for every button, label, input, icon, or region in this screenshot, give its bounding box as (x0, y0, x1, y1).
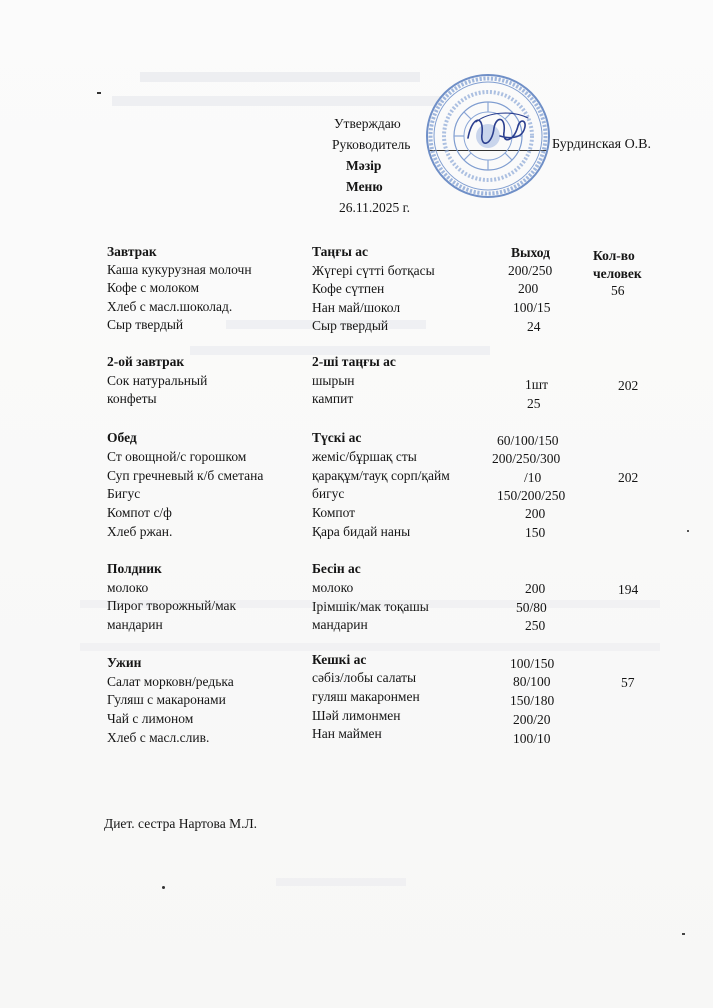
scan-speck (687, 530, 689, 532)
people-count: 194 (618, 582, 639, 597)
dish-kk: Қара бидай наны (312, 524, 411, 539)
approval-label: Утверждаю (334, 116, 401, 131)
dish-ru: Хлеб с масл.слив. (107, 730, 210, 745)
scan-speck (162, 886, 165, 889)
dish-kk: молоко (312, 580, 354, 595)
column-header-output: Выход (511, 245, 550, 260)
section-title-ru: 2-ой завтрак (107, 354, 185, 369)
approver-name: Бурдинская О.В. (552, 137, 652, 152)
dish-output: 200/250/300 (492, 451, 561, 466)
dish-kk: Ірімшік/мак тоқашы (312, 599, 429, 614)
dish-ru: конфеты (107, 391, 157, 406)
dish-ru: Хлеб ржан. (107, 524, 173, 539)
handwritten-signature (462, 108, 536, 156)
dish-kk: Кофе сүтпен (312, 281, 385, 296)
dish-ru: Хлеб с масл.шоколад. (107, 299, 233, 314)
dish-output: /10 (524, 470, 542, 485)
dish-output: 80/100 (513, 674, 551, 689)
dish-kk: Нан май/шокол (312, 300, 401, 315)
dish-output: 50/80 (516, 600, 547, 615)
section-title-ru: Полдник (107, 561, 162, 576)
dish-output: 200 (518, 281, 539, 296)
dish-output: 60/100/150 (497, 433, 559, 448)
dish-ru: Бигус (107, 486, 141, 501)
section-title-kk: Кешкі ас (312, 652, 367, 667)
title-russian: Меню (346, 179, 383, 194)
dish-output: 100/150 (510, 656, 555, 671)
dish-output: 1шт (525, 377, 549, 392)
dish-ru: Каша кукурузная молочн (107, 262, 252, 277)
people-count: 56 (611, 283, 625, 298)
bleed-through-mark (112, 96, 442, 106)
section-title-kk: Бесін ас (312, 561, 361, 576)
dish-output: 200/250 (508, 263, 553, 278)
scan-speck (682, 933, 685, 935)
dish-ru: Пирог творожный/мак (107, 598, 237, 613)
dish-kk: гуляш макаронмен (312, 689, 420, 704)
dish-ru: Сыр твердый (107, 317, 184, 332)
dish-kk: сәбіз/лобы салаты (312, 670, 417, 685)
dish-ru: Ст овощной/с горошком (107, 449, 247, 464)
dish-ru: мандарин (107, 617, 163, 632)
dietitian-signature: Диет. сестра Нартова М.Л. (104, 816, 257, 831)
approval-head-label: Руководитель (332, 137, 411, 152)
section-title-kk: Таңғы ас (312, 244, 368, 259)
dish-ru: Сок натуральный (107, 373, 208, 388)
column-header-count-line2: человек (593, 266, 642, 281)
dish-kk: Жүгері сүтті ботқасы (312, 263, 435, 278)
dish-output: 25 (527, 396, 541, 411)
dish-output: 150/180 (510, 693, 555, 708)
dish-output: 100/15 (513, 300, 551, 315)
scan-speck (97, 92, 101, 94)
dish-kk: мандарин (312, 617, 368, 632)
dish-output: 24 (527, 319, 541, 334)
section-title-ru: Ужин (107, 655, 142, 670)
dish-ru: Чай с лимоном (107, 711, 194, 726)
bleed-through-mark (276, 878, 406, 886)
dish-kk: Сыр твердый (312, 318, 389, 333)
section-title-kk: 2-ші таңғы ас (312, 354, 396, 369)
bleed-through-mark (140, 72, 420, 82)
dish-kk: Шәй лимонмен (312, 708, 401, 723)
dish-kk: қарақұм/тауқ сорп/қайм (312, 468, 450, 483)
dish-kk: жеміс/бұршақ сты (312, 449, 417, 464)
dish-output: 200 (525, 506, 546, 521)
dish-kk: шырын (312, 373, 355, 388)
dish-output: 150/200/250 (497, 488, 566, 503)
title-kazakh: Мәзір (346, 158, 382, 173)
dish-ru: молоко (107, 580, 149, 595)
column-header-count: Кол-во (593, 248, 635, 263)
dish-kk: Нан маймен (312, 726, 382, 741)
dish-output: 250 (525, 618, 546, 633)
dish-kk: Компот (312, 505, 356, 520)
dish-ru: Салат морковн/редька (107, 674, 234, 689)
section-title-ru: Обед (107, 430, 137, 445)
people-count: 202 (618, 378, 639, 393)
section-title-ru: Завтрак (107, 244, 157, 259)
menu-date: 26.11.2025 г. (339, 200, 411, 215)
dish-ru: Кофе с молоком (107, 280, 200, 295)
people-count: 57 (621, 675, 635, 690)
section-title-kk: Түскі ас (312, 430, 362, 445)
dish-ru: Гуляш с макаронами (107, 692, 226, 707)
dish-kk: кампит (312, 391, 354, 406)
dish-output: 150 (525, 525, 546, 540)
dish-output: 200 (525, 581, 546, 596)
dish-output: 200/20 (513, 712, 551, 727)
dish-kk: бигус (312, 486, 345, 501)
dish-ru: Компот с/ф (107, 505, 172, 520)
dish-ru: Суп гречневый к/б сметана (107, 468, 264, 483)
dish-output: 100/10 (513, 731, 551, 746)
bleed-through-mark (80, 643, 660, 651)
people-count: 202 (618, 470, 639, 485)
